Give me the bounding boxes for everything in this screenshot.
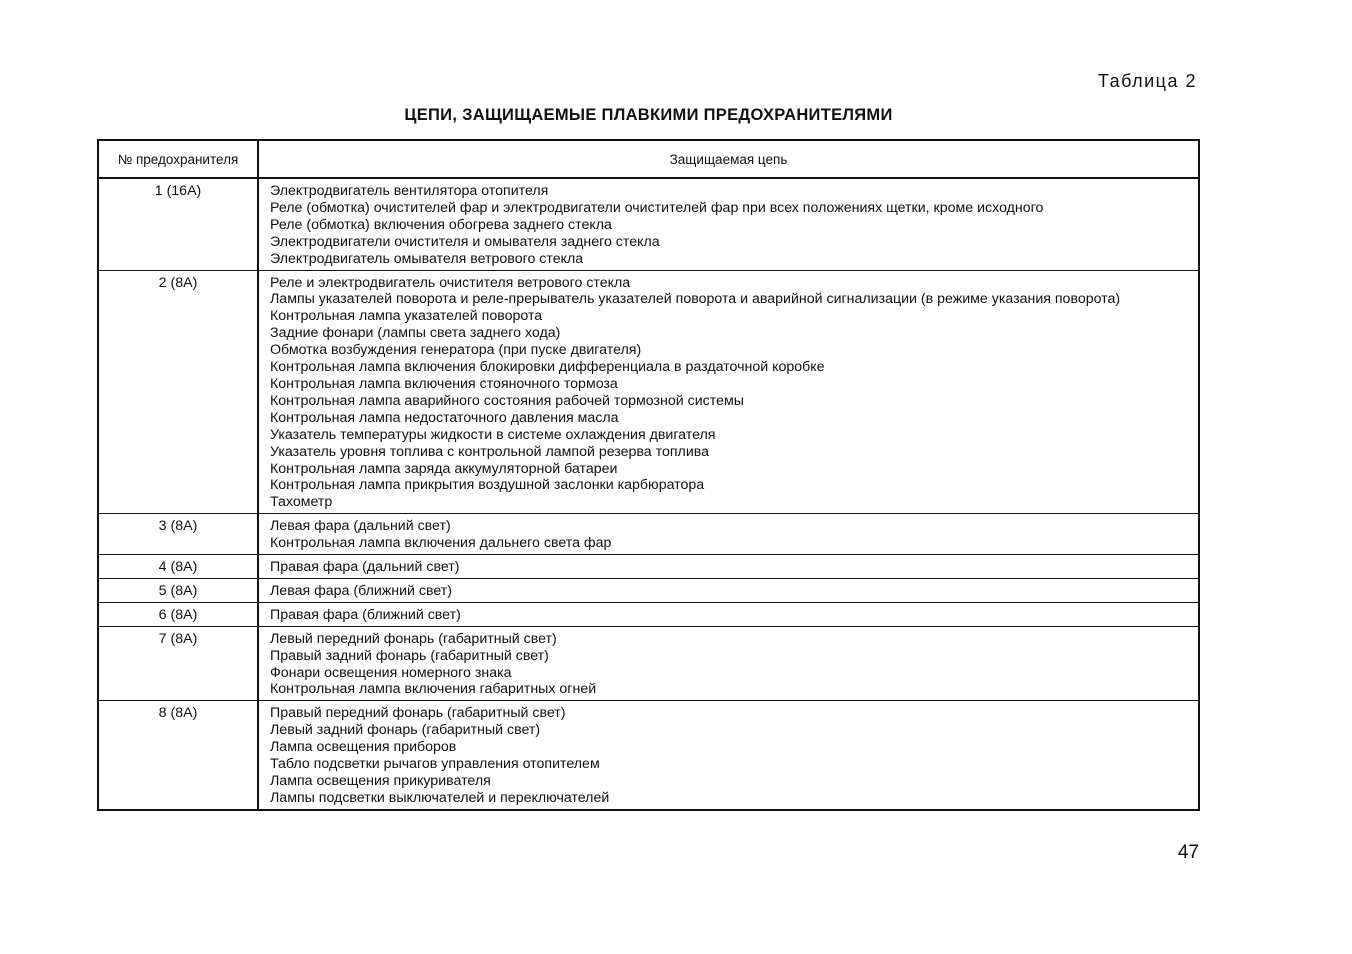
circuit-line: Левая фара (ближний свет) <box>270 582 453 599</box>
table-row <box>98 270 1199 514</box>
column-header-fuse-number: № предохранителя <box>98 140 258 178</box>
fuse-number-cell: 5 (8А) <box>98 578 258 602</box>
circuit-line: Лампа освещения прикуривателя <box>270 773 491 789</box>
fuse-number-cell: 7 (8А) <box>98 626 258 701</box>
circuit-line: Электродвигатель вентилятора отопителя <box>270 183 549 199</box>
circuit-line: Обмотка возбуждения генератора (при пуске двигателя) <box>270 342 642 359</box>
circuit-line: Контрольная лампа включения блокировки дифференциала в раздаточной коробке <box>270 359 825 376</box>
table-row <box>98 701 1199 810</box>
circuit-line: Реле (обмотка) включения обогрева заднего стекла <box>270 216 612 233</box>
table-row <box>98 602 1199 626</box>
circuit-line: Реле и электродвигатель очистителя ветрового стекла <box>270 274 631 291</box>
circuit-line: Контрольная лампа аварийного состояния рабочей тормозной системы <box>270 392 744 409</box>
circuit-line: Левый задний фонарь (габаритный свет) <box>270 722 541 739</box>
circuit-line: Контрольная лампа прикрытия воздушной заслонки карбюратора <box>270 477 705 494</box>
table-row <box>98 514 1199 555</box>
page-number: 47 <box>1177 842 1199 863</box>
protected-circuits-cell <box>258 626 1199 701</box>
protected-circuits-cell <box>258 178 1199 270</box>
protected-circuits-cell <box>258 602 1199 626</box>
fuse-number-cell: 1 (16А) <box>98 178 258 270</box>
circuit-line: Правая фара (дальний свет) <box>270 559 460 576</box>
circuit-line: Тахометр <box>270 494 333 511</box>
circuit-line: Контрольная лампа включения стояночного тормоза <box>270 375 618 392</box>
fuse-number-cell: 6 (8А) <box>98 602 258 626</box>
circuit-line: Контрольная лампа заряда аккумуляторной батареи <box>270 460 618 477</box>
fuse-number-cell: 2 (8А) <box>98 270 258 514</box>
circuit-line: Контрольная лампа недостаточного давления масла <box>270 409 619 426</box>
circuit-line: Правая фара (ближний свет) <box>270 606 461 623</box>
circuit-line: Контрольная лампа включения дальнего света фар <box>270 535 612 552</box>
circuit-line: Табло подсветки рычагов управления отопителем <box>270 756 600 773</box>
circuit-line: Лампы указателей поворота и реле-прерыватель указателей поворота и аварийной сигнализации (в режиме указания поворота) <box>270 291 1121 308</box>
fuse-number-cell: 4 (8А) <box>98 555 258 579</box>
circuit-line: Лампы подсветки выключателей и переключателей <box>270 789 610 806</box>
circuit-line: Контрольная лампа включения габаритных огней <box>270 681 597 698</box>
protected-circuits-cell <box>258 270 1199 514</box>
table-header <box>98 140 1199 178</box>
protected-circuits-cell <box>258 578 1199 602</box>
circuit-line: Электродвигатель омывателя ветрового стекла <box>270 250 584 267</box>
circuit-line: Указатель уровня топлива с контрольной лампой резерва топлива <box>270 443 710 460</box>
protected-circuits-cell <box>258 514 1199 555</box>
circuit-line: Указатель температуры жидкости в системе охлаждения двигателя <box>270 426 716 443</box>
table-label: Таблица 2 <box>1097 71 1197 91</box>
circuit-line: Электродвигатели очистителя и омывателя заднего стекла <box>270 233 660 250</box>
fuse-number-cell: 3 (8А) <box>98 514 258 555</box>
column-header-protected-circuit: Защищаемая цепь <box>258 140 1199 178</box>
table-row <box>98 555 1199 579</box>
circuit-line: Правый задний фонарь (габаритный свет) <box>270 647 549 664</box>
circuit-line: Фонари освещения номерного знака <box>270 664 512 681</box>
page-title: ЦЕПИ, ЗАЩИЩАЕМЫЕ ПЛАВКИМИ ПРЕДОХРАНИТЕЛЯМИ <box>404 106 893 124</box>
fuse-number-cell: 8 (8А) <box>98 701 258 810</box>
circuit-line: Реле (обмотка) очистителей фар и электродвигатели очистителей фар при всех положениях щетки, кроме исходного <box>270 199 1044 216</box>
circuit-line: Левый передний фонарь (габаритный свет) <box>270 630 557 647</box>
circuit-line: Левая фара (дальний свет) <box>270 518 451 535</box>
protected-circuits-cell <box>258 701 1199 810</box>
circuit-line: Контрольная лампа указателей поворота <box>270 308 543 325</box>
table-row <box>98 578 1199 602</box>
table-body <box>98 178 1199 810</box>
circuit-line: Задние фонари (лампы света заднего хода) <box>270 325 561 342</box>
table-row <box>98 626 1199 701</box>
fuse-table <box>97 139 1200 811</box>
table-row <box>98 178 1199 270</box>
circuit-line: Лампа освещения приборов <box>270 739 457 756</box>
header-row <box>98 140 1199 178</box>
circuit-line: Правый передний фонарь (габаритный свет) <box>270 705 566 722</box>
protected-circuits-cell <box>258 555 1199 579</box>
